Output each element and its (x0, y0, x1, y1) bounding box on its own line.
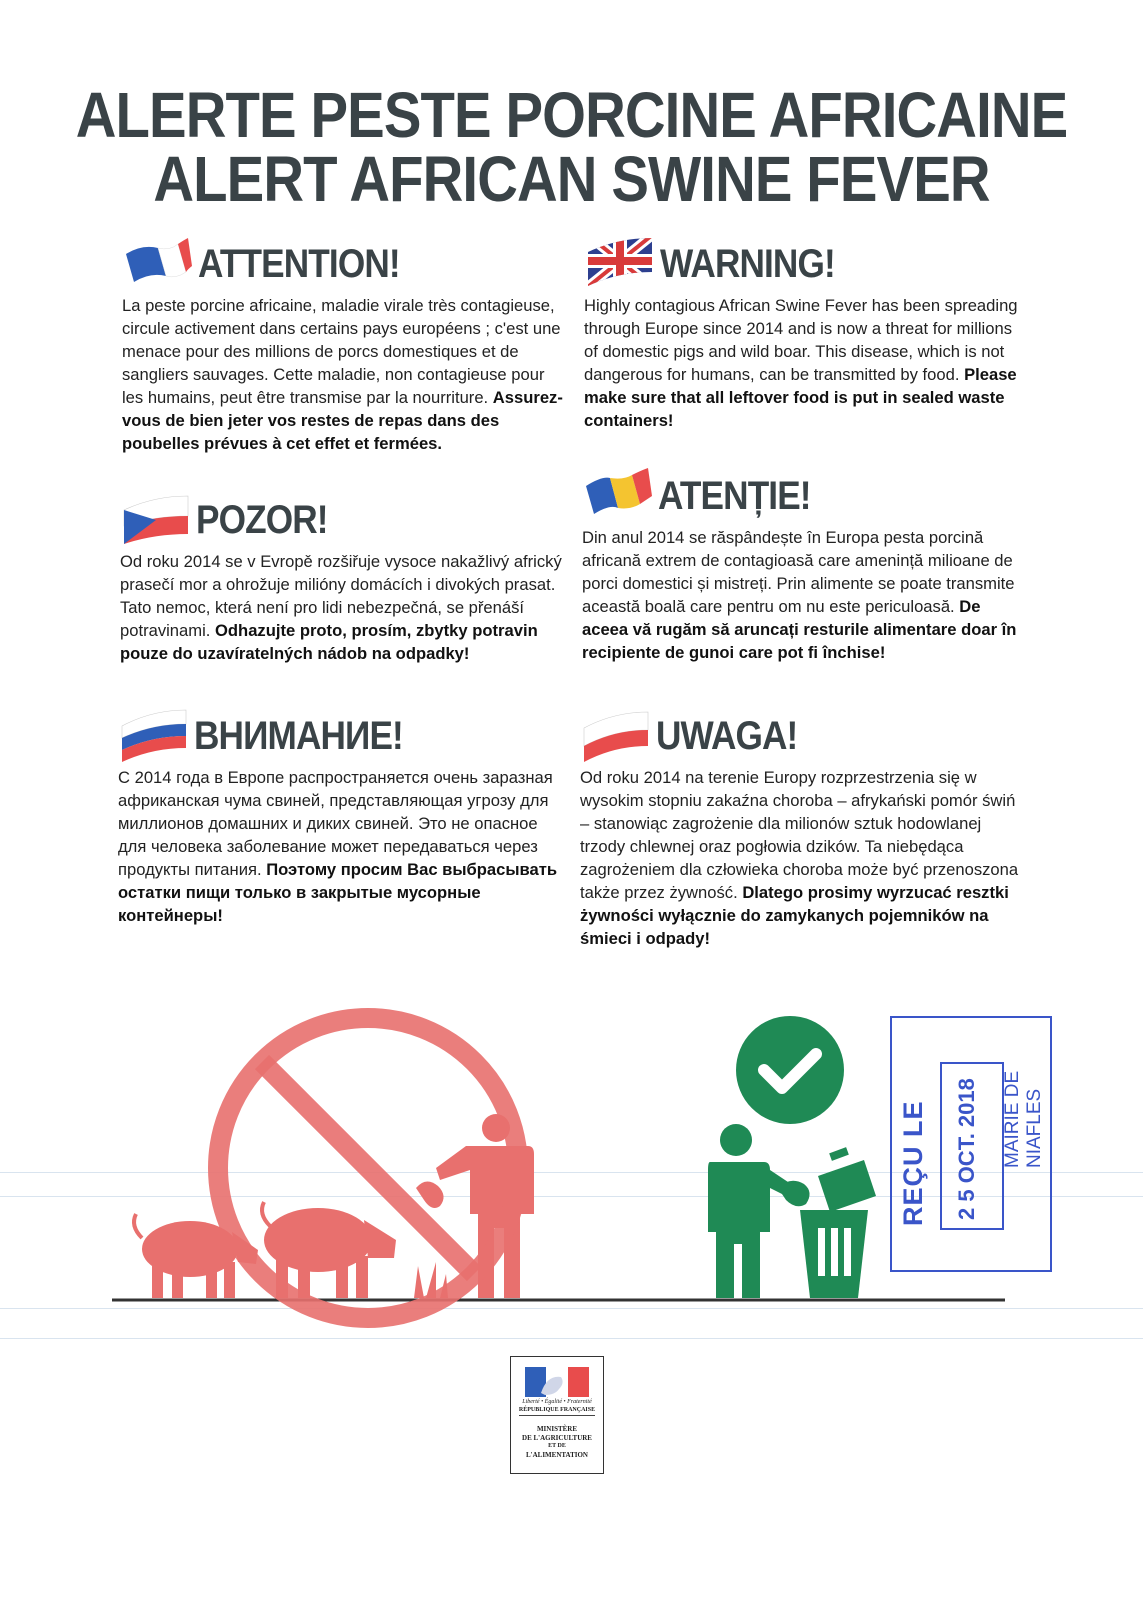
flag-uk-icon (584, 232, 656, 290)
heading-czech: POZOR! (196, 498, 328, 542)
text-romanian-bold: De aceea vă rugăm să aruncați resturile alimentare doar în recipiente de gunoi care pot fi închise! (582, 597, 1017, 662)
text-french: La peste porcine africaine, maladie virale très contagieuse, circule activement dans certains pays européens ; c'est une menace pour des millions de porcs domestiques et de sangliers sauvages. Cette maladie, non contagieuse pour les humains, peut être transmise par la nourriture. (122, 296, 561, 407)
section-french (122, 232, 567, 455)
stamp-date: 2 5 OCT. 2018 (954, 1078, 979, 1220)
text-czech: Od roku 2014 se v Evropě rozšiřuje vysoce nakažlivý africký prasečí mor a ohrožuje milióny domácích i divokých prasat. Tato nemoc, která není pro lidi nebezpečná, se přenáší potravinami. (120, 552, 562, 640)
text-russian-bold: Поэтому просим Вас выбрасывать остатки пищи только в закрытые мусорные контейнеры! (118, 860, 558, 925)
logo-ministry-line3: ET DE (548, 1443, 566, 1449)
stamp-mairie-line1: MAIRIE DE (1002, 1070, 1023, 1168)
logo-ministry-line2: DE L'AGRICULTURE (522, 1434, 592, 1442)
logo-republic: RÉPUBLIQUE FRANÇAISE (518, 1407, 596, 1413)
section-romanian (582, 464, 1027, 664)
title-french: ALERTE PESTE PORCINE AFRICAINE (75, 79, 1068, 151)
text-polish-bold: Dlatego prosimy wyrzucać resztki żywności wyłącznie do zamykanych pojemników na śmieci i odpady! (580, 883, 1009, 948)
pig-icon (134, 1214, 258, 1298)
heading-polish: UWAGA! (656, 714, 798, 758)
scan-line (0, 1308, 1143, 1309)
section-polish (580, 704, 1025, 950)
section-russian (118, 704, 563, 927)
text-romanian: Din anul 2014 se răspândește în Europa pesta porcină africană extrem de contagioasă care amenință milioane de porci domestici și mistreți. Prin alimente se poate transmite această boală care pentru om nu este periculoasă. (582, 528, 1015, 616)
heading-french: ATTENTION! (198, 242, 400, 286)
ministry-logo (510, 1356, 604, 1474)
section-czech (120, 488, 565, 665)
logo-ministry-line4: L'ALIMENTATION (526, 1451, 588, 1459)
person-bin-icon (708, 1124, 876, 1298)
prohibition-sign-icon (218, 1018, 518, 1318)
marianne-flag-icon (525, 1367, 589, 1397)
heading-romanian: ATENȚIE! (658, 474, 811, 518)
section-english (584, 232, 1029, 432)
check-icon (736, 1016, 844, 1124)
flag-poland-icon (580, 704, 652, 762)
flag-czech-icon (120, 488, 192, 546)
text-english: Highly contagious African Swine Fever has been spreading through Europe since 2014 and is now a threat for millions of domestic pigs and wild boar. This disease, which is not dangerous for humans, can be transmitted by food. (584, 296, 1018, 384)
stamp-received-label: REÇU LE (898, 1100, 928, 1226)
person-icon (436, 1114, 534, 1298)
no-feeding-pigs-icon (134, 1114, 534, 1298)
scan-line (0, 1338, 1143, 1339)
flag-france-icon (122, 232, 194, 290)
text-russian: С 2014 года в Европе распространяется очень заразная африканская чума свиней, представляющая угрозу для миллионов домашних и диких свиней. Это не опасное для человека заболевание может передаваться через продукты питания. (118, 768, 553, 879)
logo-motto: Liberté • Égalité • Fraternité (522, 1399, 592, 1405)
logo-ministry-line1: MINISTÈRE (536, 1425, 578, 1433)
flag-romania-icon (582, 464, 654, 522)
heading-english: WARNING! (660, 242, 835, 286)
text-french-bold: Assurez-vous de bien jeter vos restes de repas dans des poubelles prévues à cet effet et fermées. (122, 388, 563, 453)
pig-icon (262, 1202, 396, 1298)
stamp-mairie-line2: NIAFLES (1024, 1088, 1045, 1168)
title-english: ALERT AFRICAN SWINE FEVER (153, 143, 990, 215)
received-stamp (890, 1016, 1052, 1272)
flag-russia-icon (118, 704, 190, 762)
heading-russian: ВНИМАНИЕ! (194, 714, 403, 758)
logo-divider (519, 1415, 595, 1416)
text-polish: Od roku 2014 na terenie Europy rozprzestrzenia się w wysokim stopniu zakaźna choroba – afrykański pomór świń – stanowiąc zagrożenie dla milionów sztuk hodowlanej trzody chlewnej oraz pogłowia dzików. Ta niebędąca zagrożeniem dla człowieka choroba może być przenoszona także przez żywność. (580, 768, 1019, 902)
text-english-bold: Please make sure that all leftover food is put in sealed waste containers! (584, 365, 1017, 430)
stamp-date-box (940, 1062, 1004, 1230)
text-czech-bold: Odhazujte proto, prosím, zbytky potravin pouze do uzavíratelných nádob na odpadky! (120, 621, 538, 663)
